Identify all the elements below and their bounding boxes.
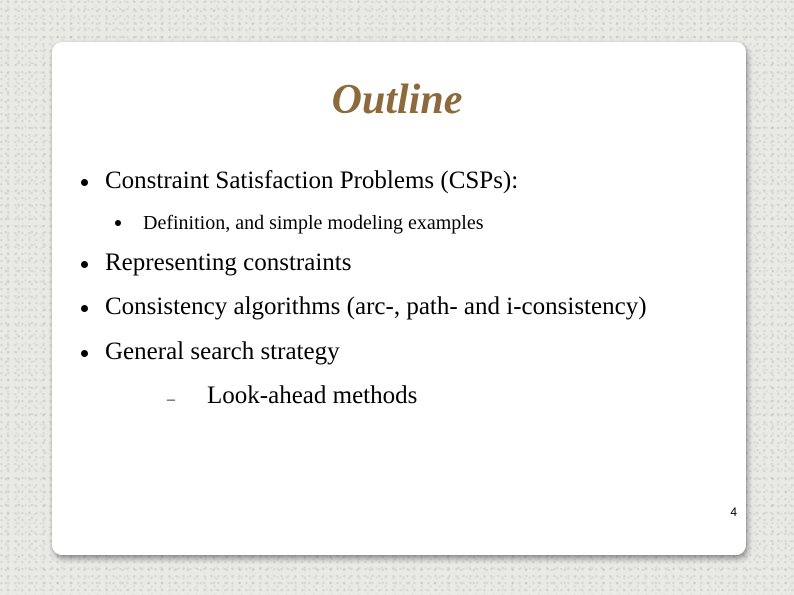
bullet-item-search [105, 337, 340, 367]
bullet-text: Consistency algorithms (arc-, path- and i-consistency) [105, 293, 647, 320]
bullet-dot-icon [115, 220, 121, 226]
page-number: 4 [730, 505, 737, 519]
bullet-text: Representing constraints [105, 249, 352, 276]
bullet-text: Look-ahead methods [207, 382, 418, 409]
bullet-item-representing [105, 248, 351, 278]
bullet-item-definition [143, 211, 484, 235]
bullet-text: Definition, and simple modeling examples [143, 212, 484, 234]
bullet-dot-icon [81, 179, 88, 186]
bullet-item-consistency [105, 292, 647, 322]
bullet-text: General search strategy [105, 338, 340, 365]
bullet-dot-icon [81, 261, 88, 268]
slide-title: Outline [331, 77, 463, 123]
bullet-item-lookahead [167, 381, 418, 411]
bullet-dot-icon [81, 350, 88, 357]
bullet-dot-icon [81, 305, 88, 312]
bullet-item-csps [105, 166, 518, 196]
bullet-dash-icon: – [167, 391, 175, 408]
bullet-text: Constraint Satisfaction Problems (CSPs): [105, 167, 519, 194]
